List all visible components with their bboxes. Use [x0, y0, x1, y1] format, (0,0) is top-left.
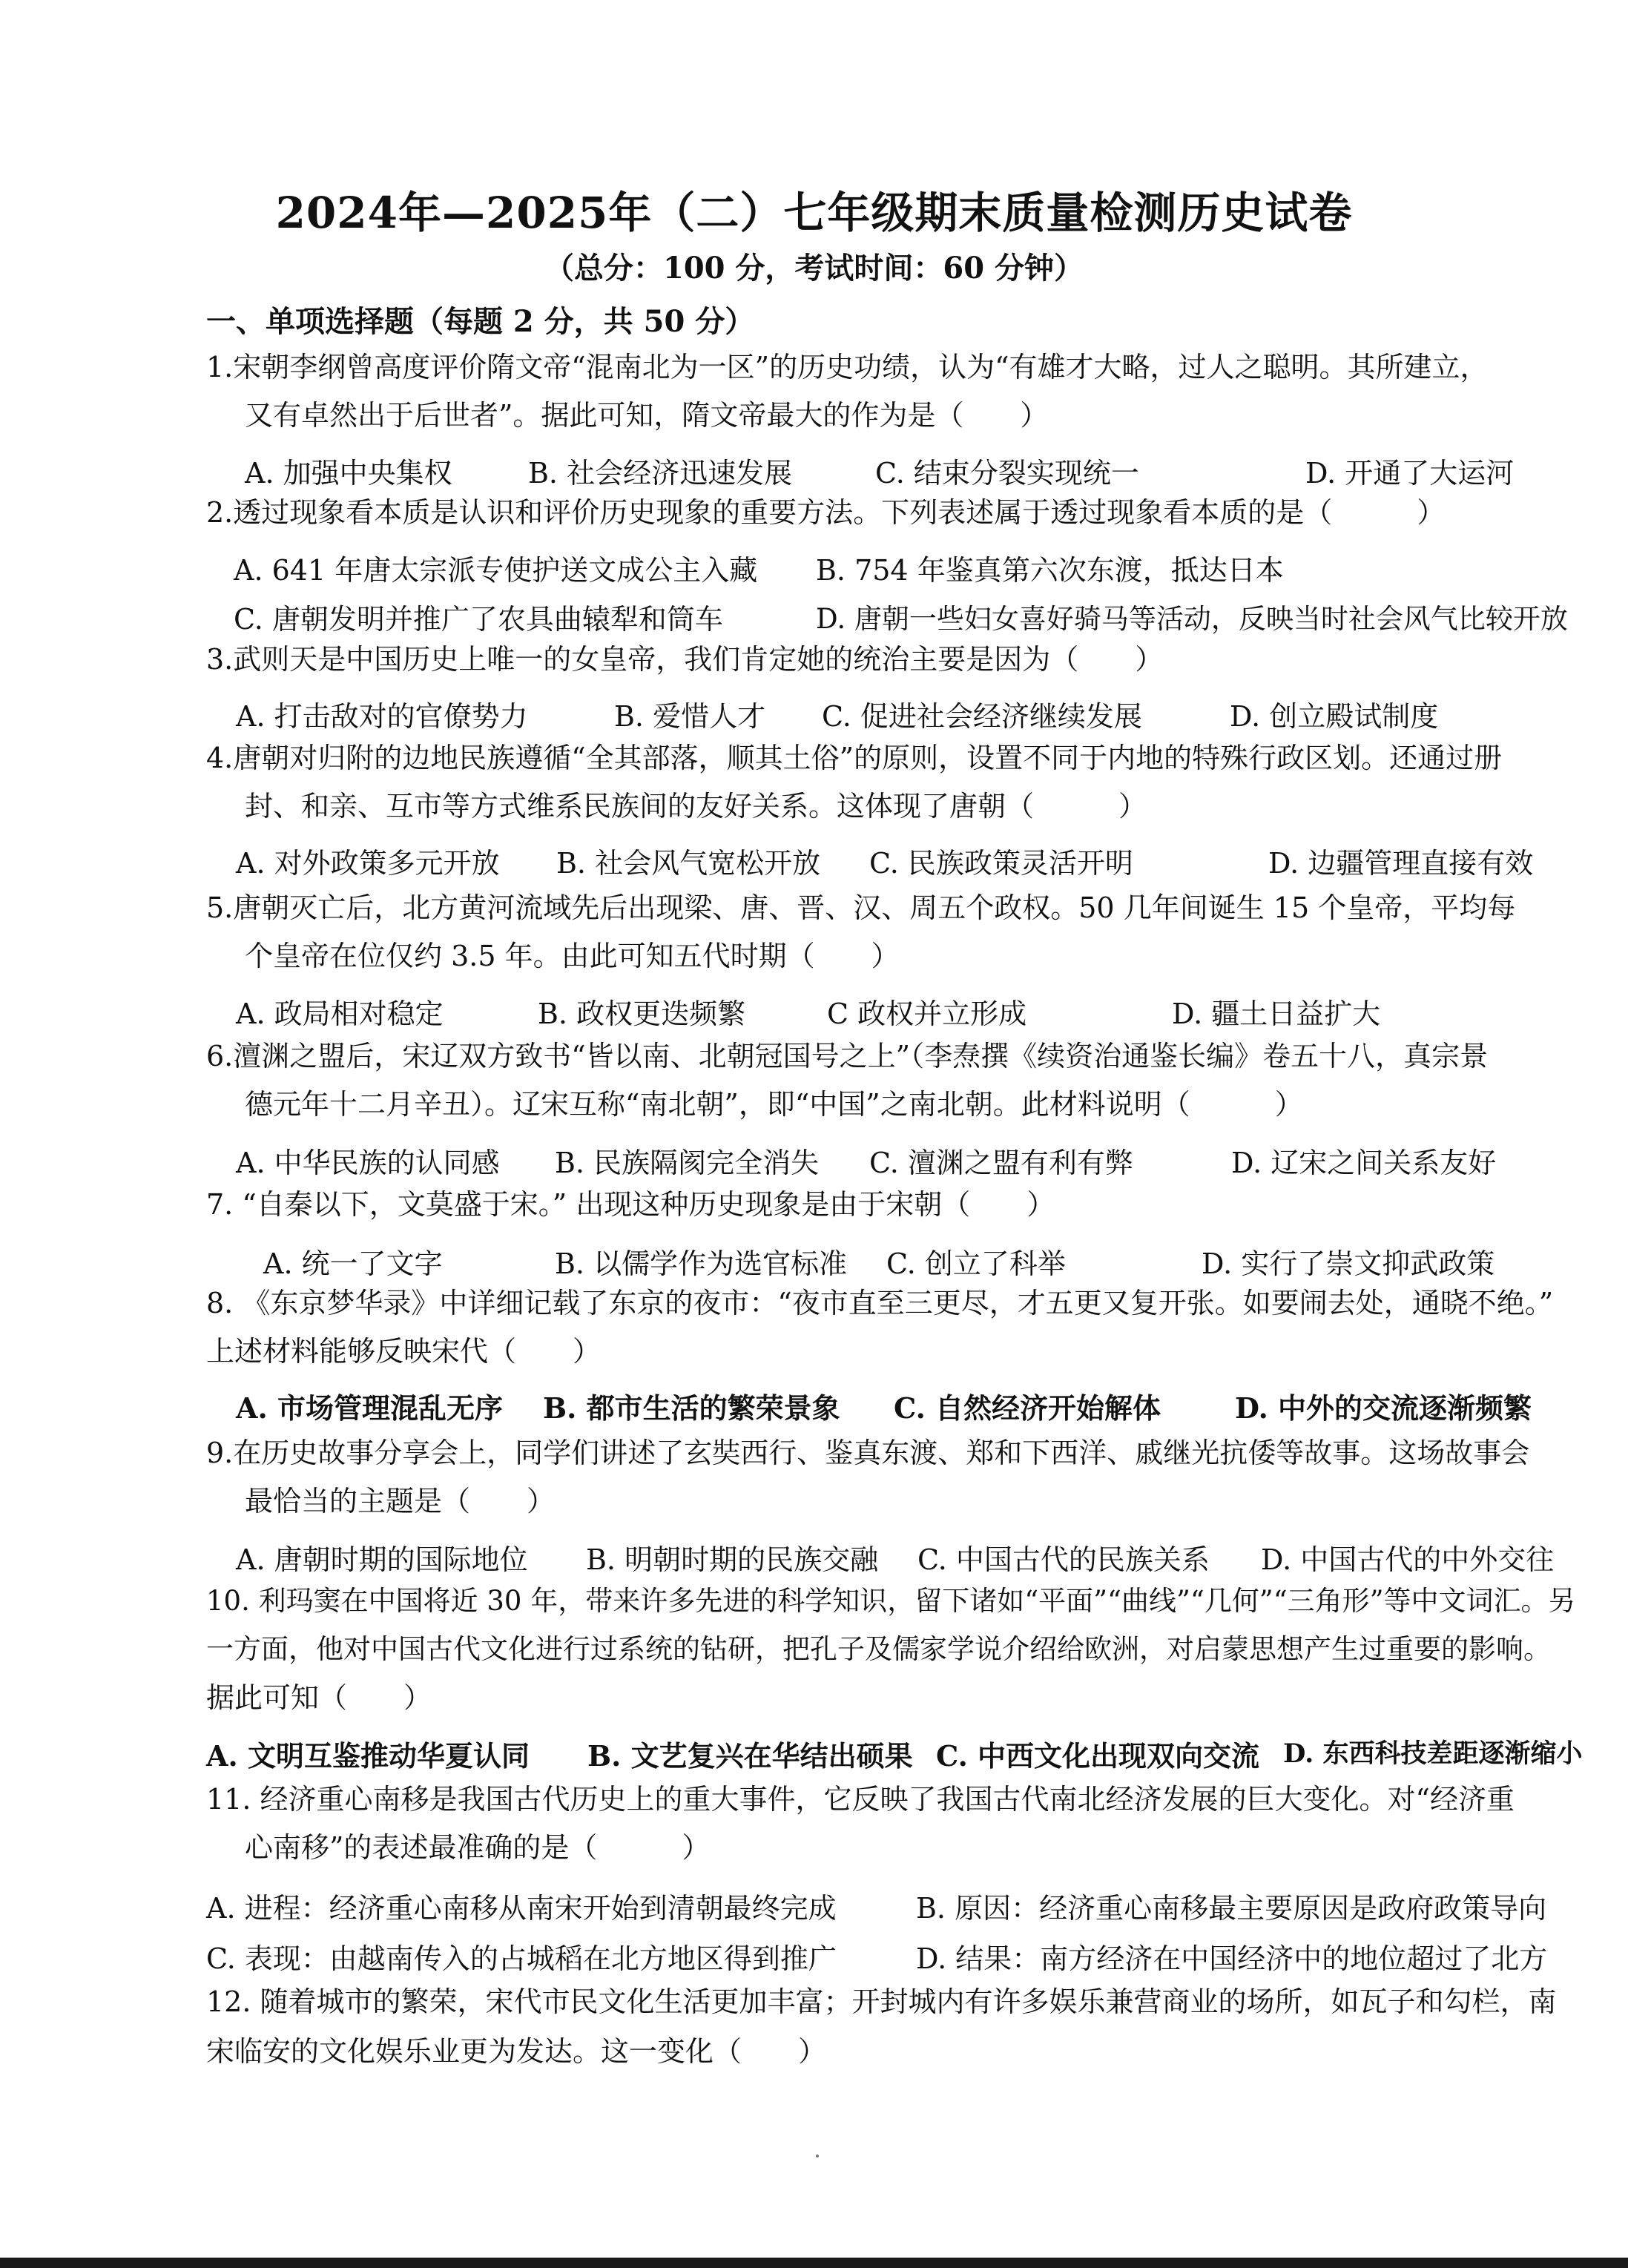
question-stem: 8. 《东京梦华录》中详细记载了东京的夜市：“夜市直至三更尽，才五更又复开张。如要闹去处，通晓不绝。”: [206, 1287, 1554, 1319]
option-a: A. 唐朝时期的国际地位: [236, 1543, 528, 1576]
option-c: C 政权并立形成: [827, 998, 1027, 1030]
option-c: C. 创立了科举: [886, 1247, 1066, 1280]
question-stem: 6.澶渊之盟后，宋辽双方致书“皆以南、北朝冠国号之上”（李焘撰《续资治通鉴长编》卷五十八，真宗景: [206, 1040, 1489, 1072]
option-a: A. 641 年唐太宗派专使护送文成公主入藏: [234, 554, 758, 587]
option-b: B. 都市生活的繁荣景象: [543, 1391, 840, 1425]
option-a: A. 市场管理混乱无序: [236, 1391, 503, 1425]
option-a: A. 政局相对稳定: [236, 998, 444, 1030]
option-c: C. 自然经济开始解体: [894, 1391, 1161, 1425]
option-d: D. 疆土日益扩大: [1172, 998, 1381, 1030]
question-stem: 封、和亲、互市等方式维系民族间的友好关系。这体现了唐朝（ ）: [245, 790, 1147, 823]
option-a: A. 进程：经济重心南移从南宋开始到清朝最终完成: [206, 1892, 837, 1925]
option-a: A. 文明互鉴推动华夏认同: [206, 1739, 530, 1773]
question-stem: 又有卓然出于后世者”。据此可知，隋文帝最大的作为是（ ）: [245, 399, 1049, 432]
option-c: C. 中国古代的民族关系: [917, 1543, 1210, 1576]
option-b: B. 明朝时期的民族交融: [586, 1543, 879, 1576]
question-stem: 1.宋朝李纲曾高度评价隋文帝“混南北为一区”的历史功绩，认为“有雄才大略，过人之聪明。其所建立，: [206, 351, 1489, 383]
option-c: C. 中西文化出现双向交流: [936, 1739, 1260, 1773]
option-c: C. 唐朝发明并推广了农具曲辕犁和筒车: [234, 603, 723, 636]
option-d: D. 边疆管理直接有效: [1268, 847, 1534, 880]
question-stem: 4.唐朝对归附的边地民族遵循“全其部落，顺其土俗”的原则，设置不同于内地的特殊行政区划。还通过册: [206, 742, 1503, 774]
option-a: A. 中华民族的认同感: [236, 1147, 500, 1179]
option-d: D. 唐朝一些妇女喜好骑马等活动，反映当时社会风气比较开放: [816, 603, 1568, 635]
question-stem: 10. 利玛窦在中国将近 30 年，带来许多先进的科学知识，留下诸如“平面”“曲线”“几何”“三角形”等中文词汇。另: [206, 1585, 1576, 1617]
option-c: C. 澶渊之盟有利有弊: [869, 1147, 1133, 1179]
question-stem: 3.武则天是中国历史上唯一的女皇帝，我们肯定她的统治主要是因为（ ）: [206, 643, 1164, 676]
exam-title: 2024年—2025年（二）七年级期末质量检测历史试卷: [275, 188, 1353, 238]
scan-bottom-edge: [0, 2258, 1628, 2268]
question-stem: 7. “自秦以下，文莫盛于宋。” 出现这种历史现象是由于宋朝（ ）: [206, 1188, 1055, 1221]
question-stem: 据此可知（ ）: [206, 1681, 432, 1714]
option-b: B. 文艺复兴在华结出硕果: [587, 1739, 913, 1773]
option-c: C. 表现：由越南传入的占城稻在北方地区得到推广: [206, 1942, 837, 1975]
question-stem: 最恰当的主题是（ ）: [245, 1485, 556, 1517]
option-b: B. 以儒学作为选官标准: [555, 1247, 848, 1280]
section-heading: 一、单项选择题（每题 2 分，共 50 分）: [206, 304, 755, 339]
option-b: B. 社会经济迅速发展: [528, 457, 793, 489]
scan-speck: [816, 2155, 819, 2157]
question-stem: 2.透过现象看本质是认识和评价历史现象的重要方法。下列表述属于透过现象看本质的是（ ）: [206, 496, 1446, 529]
option-d: D. 辽宋之间关系友好: [1231, 1147, 1497, 1179]
option-b: B. 政权更迭频繁: [538, 998, 746, 1030]
option-d: D. 创立殿试制度: [1230, 700, 1439, 733]
question-stem: 9.在历史故事分享会上，同学们讲述了玄奘西行、鉴真东渡、郑和下西洋、戚继光抗倭等故事。这场故事会: [206, 1437, 1530, 1469]
question-stem: 心南移”的表述最准确的是（ ）: [245, 1831, 711, 1864]
question-stem: 个皇帝在位仅约 3.5 年。由此可知五代时期（ ）: [245, 940, 900, 972]
option-b: B. 社会风气宽松开放: [556, 847, 821, 880]
option-b: B. 民族隔阂完全消失: [555, 1147, 820, 1179]
option-d: D. 东西科技差距逐渐缩小: [1283, 1738, 1583, 1769]
option-a: A. 统一了文字: [263, 1247, 443, 1280]
option-d: D. 实行了崇文抑武政策: [1202, 1247, 1495, 1280]
option-b: B. 754 年鉴真第六次东渡，抵达日本: [816, 554, 1284, 587]
option-a: A. 加强中央集权: [245, 457, 452, 489]
option-c: C. 结束分裂实现统一: [875, 457, 1139, 489]
option-b: B. 原因：经济重心南移最主要原因是政府政策导向: [916, 1892, 1547, 1925]
option-c: C. 民族政策灵活开明: [869, 847, 1133, 880]
option-b: B. 爱惜人才: [614, 700, 766, 733]
option-a: A. 打击敌对的官僚势力: [236, 700, 528, 733]
question-stem: 5.唐朝灭亡后，北方黄河流域先后出现梁、唐、晋、汉、周五个政权。50 几年间诞生 15 个皇帝，平均每: [206, 891, 1516, 924]
question-stem: 一方面，他对中国古代文化进行过系统的钻研，把孔子及儒家学说介绍给欧洲，对启蒙思想产生过重要的影响。: [206, 1633, 1551, 1665]
option-d: D. 中国古代的中外交往: [1261, 1543, 1555, 1576]
exam-subtitle: （总分：100 分，考试时间：60 分钟）: [544, 251, 1084, 286]
option-a: A. 对外政策多元开放: [236, 847, 500, 880]
question-stem: 上述材料能够反映宋代（ ）: [206, 1335, 602, 1368]
question-stem: 德元年十二月辛丑）。辽宋互称“南北朝”，即“中国”之南北朝。此材料说明（ ）: [245, 1088, 1303, 1121]
question-stem: 12. 随着城市的繁荣，宋代市民文化生活更加丰富；开封城内有许多娱乐兼营商业的场所，如瓦子和勾栏，南: [206, 1985, 1557, 2018]
question-stem: 11. 经济重心南移是我国古代历史上的重大事件，它反映了我国古代南北经济发展的巨大变化。对“经济重: [206, 1783, 1515, 1816]
question-stem: 宋临安的文化娱乐业更为发达。这一变化（ ）: [206, 2035, 827, 2068]
option-d: D. 开通了大运河: [1305, 457, 1515, 489]
option-d: D. 中外的交流逐渐频繁: [1235, 1391, 1532, 1425]
option-c: C. 促进社会经济继续发展: [822, 700, 1142, 733]
option-d: D. 结果：南方经济在中国经济中的地位超过了北方: [916, 1942, 1548, 1975]
